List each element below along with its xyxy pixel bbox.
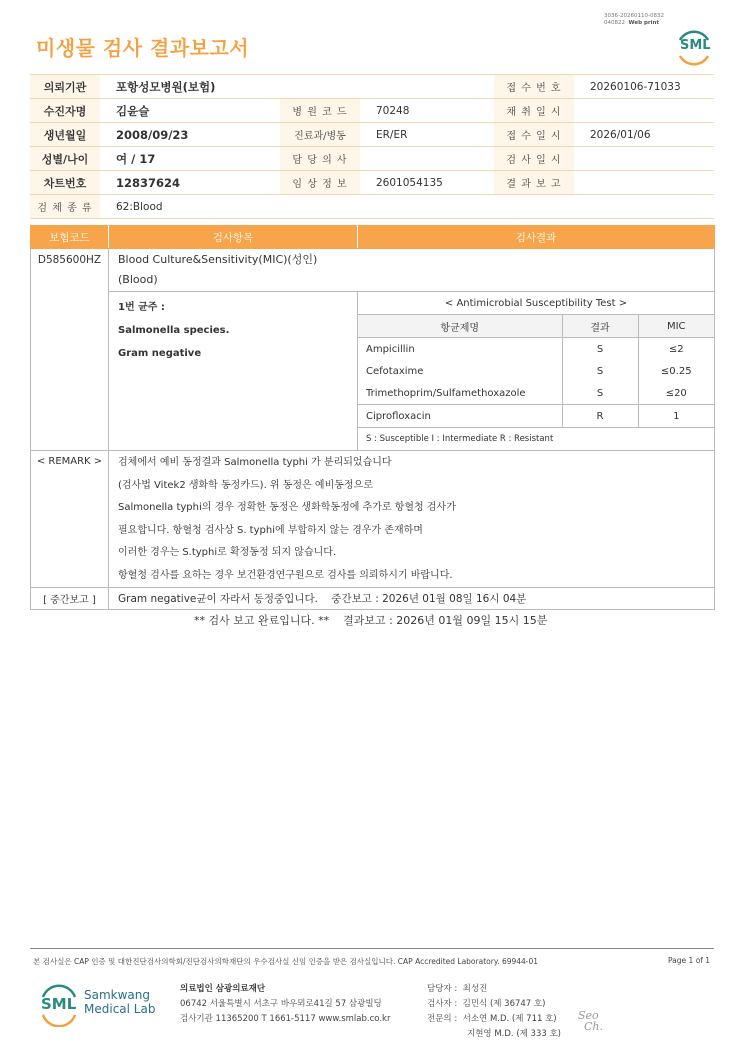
sml-logo — [674, 26, 714, 66]
info-value: 12837624 — [100, 171, 280, 195]
ast-result: S — [562, 382, 638, 405]
test-code: D585600HZ — [31, 249, 109, 451]
footer-divider — [30, 948, 714, 949]
remark-line: 필요합니다. 항혈청 검사상 S. typhi에 부합하지 않는 경우가 존재하며 — [118, 524, 423, 536]
remark-line: 검체에서 예비 동정결과 Salmonella typhi 가 분리되었습니다 — [118, 457, 392, 468]
ast-result: S — [562, 360, 638, 382]
ast-header-mic: MIC — [638, 315, 714, 338]
ast-drug: Trimethoprim/Sulfamethoxazole — [358, 382, 562, 405]
info-row — [30, 75, 714, 99]
doc-code-line1: 3036-20260110-0832 — [604, 13, 664, 19]
test-row — [31, 249, 715, 292]
ast-drug: Ciprofloxacin — [358, 405, 562, 428]
staff-name: 지현영 M.D. (제 333 호) — [467, 1029, 562, 1039]
info-value — [574, 99, 714, 123]
header-code: 보험코드 — [31, 226, 109, 249]
header-result: 검사결과 — [358, 226, 715, 249]
info-value: 70248 — [360, 99, 494, 123]
info-value: ER/ER — [360, 123, 494, 147]
samkwang-logo-line2: Medical Lab — [84, 1002, 156, 1016]
staff-name: 김민식 (제 36747 호) — [462, 999, 546, 1009]
info-value: 62:Blood — [100, 195, 714, 219]
remark-line: 이러한 경우는 S.typhi로 확정동정 되지 않습니다. — [118, 547, 337, 558]
ast-mic: 1 — [638, 405, 714, 428]
samkwang-logo-line1: Samkwang — [84, 988, 150, 1002]
ast-result: R — [562, 405, 638, 428]
staff-label: 검사자 : — [427, 999, 458, 1009]
institution-address: 06742 서울특별시 서초구 바우뫼로41길 57 삼광빌딩 — [180, 999, 382, 1009]
remark-line: (검사법 Vitek2 생화학 동정카드). 위 동정은 예비동정으로 — [118, 479, 373, 491]
institution-name: 의료법인 삼광의료재단 — [180, 984, 266, 994]
ast-mic: ≤2 — [638, 338, 714, 361]
specimen: (Blood) — [118, 273, 158, 286]
info-value — [574, 171, 714, 195]
info-value: 포항성모병원(보험) — [100, 75, 494, 99]
info-value — [360, 147, 494, 171]
ast-result: S — [562, 338, 638, 361]
samkwang-logo-sml: SML — [41, 995, 77, 1013]
ast-mic: ≤20 — [638, 382, 714, 405]
info-value: 2008/09/23 — [100, 123, 280, 147]
info-row — [30, 123, 714, 147]
organism-row — [31, 292, 715, 451]
info-row — [30, 171, 714, 195]
info-value: 2601054135 — [360, 171, 494, 195]
footer-accreditation-note: 본 검사실은 CAP 인증 및 대한진단검사의학회/진단검사의학재단의 우수검사실 신임 인증을 받은 검사실입니다. CAP Accredited Laboratory. 69944-01 — [33, 957, 539, 966]
info-value — [574, 147, 714, 171]
final-report-text: ** 검사 보고 완료입니다. ** 결과보고 : 2026년 01월 09일 15시 15분 — [194, 614, 548, 627]
ast-header-drug: 항균제명 — [358, 315, 562, 338]
page-number: Page 1 of 1 — [668, 956, 711, 965]
staff-label: 전문의 : — [427, 1014, 458, 1024]
institution-contact: 검사기관 11365200 T 1661-5117 www.smlab.co.kr — [180, 1014, 391, 1024]
signature — [578, 1010, 603, 1032]
remark-line: Salmonella typhi의 경우 정확한 동정은 생화학동정에 추가로 항혈청 검사가 — [118, 502, 456, 513]
info-label: 접 수 일 시 — [494, 123, 574, 147]
remark-label: < REMARK > — [31, 451, 109, 588]
result-table — [30, 225, 715, 610]
info-row — [30, 195, 714, 219]
info-label: 검 체 종 류 — [30, 195, 100, 219]
web-print-label: Web print — [628, 20, 660, 26]
document-code — [604, 13, 664, 27]
info-label: 담 당 의 사 — [280, 147, 360, 171]
info-label: 생년월일 — [30, 123, 100, 147]
header-item: 검사항목 — [109, 226, 358, 249]
ast-row — [358, 405, 714, 428]
organism-label: 1번 균주 : — [118, 302, 165, 313]
interim-label: [ 중간보고 ] — [31, 588, 109, 610]
result-header-row — [31, 226, 715, 249]
test-name: Blood Culture&Sensitivity(MIC)(성인) — [118, 253, 318, 266]
info-label: 임 상 정 보 — [280, 171, 360, 195]
info-label: 검 사 일 시 — [494, 147, 574, 171]
organism-gram: Gram negative — [118, 348, 202, 359]
info-label: 결 과 보 고 — [494, 171, 574, 195]
staff-label: 담당자 : — [427, 984, 458, 994]
interim-text: Gram negative균이 자라서 동정중입니다. 중간보고 : 2026년 01월 08일 16시 04분 — [109, 588, 715, 610]
remark-line: 항혈청 검사를 요하는 경우 보건환경연구원으로 검사를 의뢰하시기 바랍니다. — [118, 569, 453, 581]
ast-drug: Cefotaxime — [358, 360, 562, 382]
info-label: 진료과/병동 — [280, 123, 360, 147]
info-row — [30, 99, 714, 123]
ast-row — [358, 382, 714, 405]
info-label: 채 취 일 시 — [494, 99, 574, 123]
organism-name: Salmonella species. — [118, 325, 230, 336]
info-label: 수진자명 — [30, 99, 100, 123]
info-label: 성별/나이 — [30, 147, 100, 171]
patient-info-table — [30, 74, 714, 219]
remark-row — [31, 451, 715, 588]
ast-legend: S : Susceptible I : Intermediate R : Resistant — [366, 434, 554, 444]
interim-row — [31, 588, 715, 610]
info-label: 차트번호 — [30, 171, 100, 195]
samkwang-logo — [38, 983, 158, 1027]
info-row — [30, 147, 714, 171]
info-value: 김윤슬 — [100, 99, 280, 123]
staff-name: 서소연 M.D. (제 711 호) — [462, 1014, 557, 1024]
info-value: 2026/01/06 — [574, 123, 714, 147]
staff-info — [427, 982, 561, 1042]
ast-row — [358, 338, 714, 361]
ast-title: < Antimicrobial Susceptibility Test > — [358, 292, 714, 315]
institution-info — [180, 982, 390, 1027]
report-title: 미생물 검사 결과보고서 — [36, 36, 250, 60]
ast-table — [358, 292, 714, 450]
signature-line: Ch. — [584, 1020, 603, 1033]
info-value: 여 / 17 — [100, 147, 280, 171]
ast-header-result: 결과 — [562, 315, 638, 338]
doc-code-line2: 040822 — [604, 20, 625, 26]
info-label: 병 원 코 드 — [280, 99, 360, 123]
info-label: 접 수 번 호 — [494, 75, 574, 99]
sml-logo-text: SML — [680, 38, 711, 53]
ast-mic: ≤0.25 — [638, 360, 714, 382]
ast-drug: Ampicillin — [358, 338, 562, 361]
ast-row — [358, 360, 714, 382]
info-value: 20260106-71033 — [574, 75, 714, 99]
staff-name: 최성진 — [462, 984, 488, 994]
signature-line: Seo — [578, 1009, 599, 1022]
info-label: 의뢰기관 — [30, 75, 100, 99]
